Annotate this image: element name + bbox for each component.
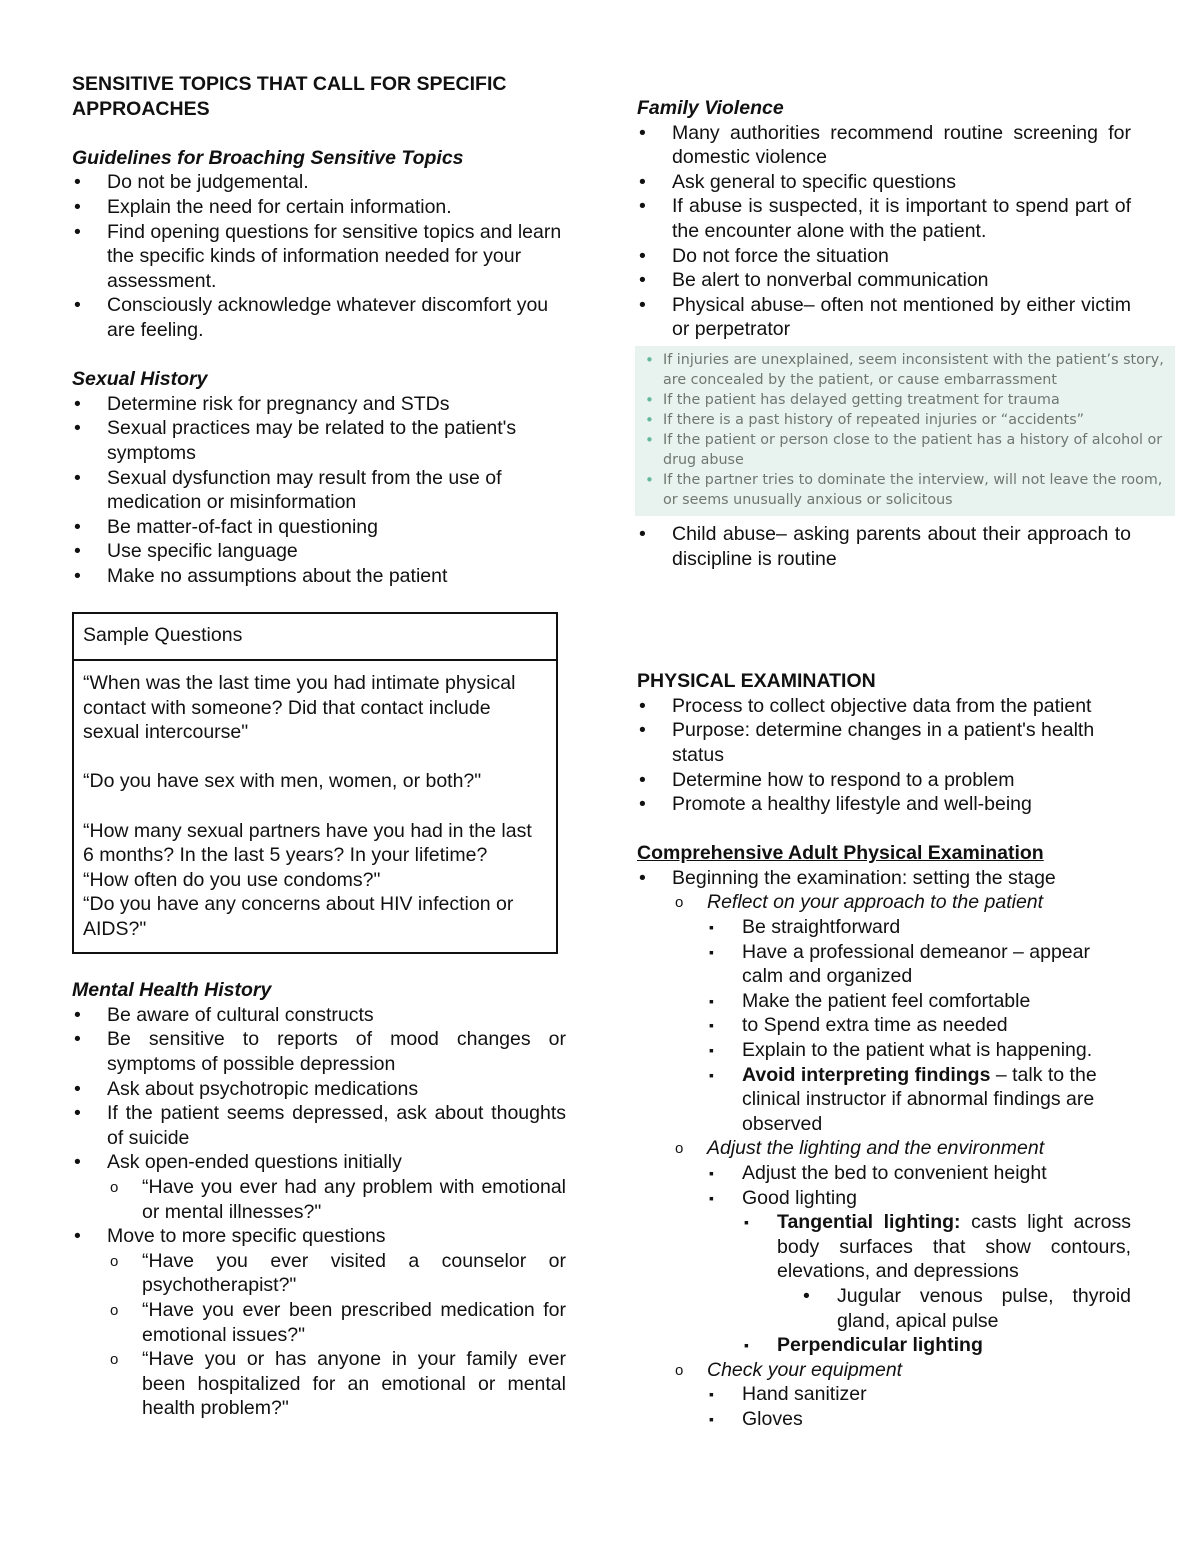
family-violence-list: [637, 121, 1131, 342]
list-item: • Many authorities recommend routine screening for domestic violence: [637, 121, 1131, 170]
list-item: • Be sensitive to reports of mood changes or symptoms of possible depression: [72, 1027, 566, 1076]
physical-examination-heading: PHYSICAL EXAMINATION: [637, 670, 876, 693]
list-item: • Determine how to respond to a problem: [637, 768, 1131, 793]
sample-questions-heading: Sample Questions: [74, 614, 556, 661]
sub-sub-list: [707, 1161, 1131, 1358]
list-item: • Promote a healthy lifestyle and well-being: [637, 792, 1131, 817]
child-abuse-list: [637, 522, 1131, 571]
sample-question: “How often do you use condoms?": [83, 868, 381, 891]
sub-list-item: o “Have you ever visited a counselor or psychotherapist?": [107, 1249, 566, 1298]
right-column: [637, 96, 1164, 1432]
sample-questions-box: [72, 612, 558, 953]
sub-sub-list-item: ▪ Be straightforward: [707, 915, 1131, 940]
guidelines-list: [72, 170, 566, 342]
list-item: • If the patient seems depressed, ask about thoughts of suicide: [72, 1101, 566, 1150]
list-item: • Consciously acknowledge whatever discomfort you are feeling.: [72, 293, 566, 342]
list-item: • Sexual practices may be related to the patient's symptoms: [72, 416, 566, 465]
list-item: • Be aware of cultural constructs: [72, 1003, 566, 1028]
sub-list-item: o “Have you or has anyone in your family ever been hospitalized for an emotional or mental health problem?": [107, 1347, 566, 1421]
callout-item: • If there is a past history of repeated injuries or “accidents”: [635, 410, 1175, 430]
sub-sub-list-item: ▪ Explain to the patient what is happening.: [707, 1038, 1131, 1063]
list-item: • Be matter-of-fact in questioning: [72, 515, 566, 540]
list-item: • If abuse is suspected, it is important to spend part of the encounter alone with the patient.: [637, 194, 1131, 243]
lighting-list: [742, 1210, 1131, 1358]
lighting-item: [742, 1333, 1131, 1358]
list-item: • Find opening questions for sensitive topics and learn the specific kinds of information needed for your assessment.: [72, 220, 566, 294]
list-item: • Ask about psychotropic medications: [72, 1077, 566, 1102]
sub-list-item: [672, 890, 1131, 1136]
list-item-text: Move to more specific questions: [107, 1225, 386, 1248]
family-violence-heading: Family Violence: [637, 97, 784, 119]
lighting-sub-list: [777, 1284, 1131, 1333]
guidelines-heading: Guidelines for Broaching Sensitive Topics: [72, 146, 464, 169]
list-item: • Use specific language: [72, 539, 566, 564]
sub-sub-list-item: [707, 1063, 1131, 1137]
item-text: – talk to the clinical instructor if abnormal findings are observed: [742, 1063, 1097, 1135]
list-item: • Determine risk for pregnancy and STDs: [72, 392, 566, 417]
sub-list-heading: Check your equipment: [707, 1358, 903, 1381]
sub-list-item: [672, 1136, 1131, 1357]
sub-list: [107, 1249, 566, 1421]
sample-question: “Do you have any concerns about HIV infection or AIDS?": [83, 893, 514, 940]
callout-item: • If the patient has delayed getting treatment for trauma: [635, 390, 1175, 410]
sexual-history-list: [72, 392, 566, 589]
mental-health-heading: Mental Health History: [72, 979, 272, 1002]
list-item-text: Ask open-ended questions initially: [107, 1151, 402, 1174]
callout-list: [635, 350, 1175, 510]
sub-list-item: o “Have you ever had any problem with emotional or mental illnesses?": [107, 1175, 566, 1224]
sub-list-heading: Reflect on your approach to the patient: [707, 891, 1044, 914]
sub-list: [107, 1175, 566, 1224]
item-text: casts light across body surfaces that show contours, elevations, and depressions: [777, 1211, 1131, 1283]
callout-item: • If the patient or person close to the patient has a history of alcohol or drug abuse: [635, 430, 1175, 470]
bold-text: Avoid interpreting findings: [742, 1063, 991, 1086]
sub-list-heading: Adjust the lighting and the environment: [707, 1137, 1045, 1160]
left-column: [72, 72, 566, 1421]
comprehensive-exam-heading: Comprehensive Adult Physical Examination: [637, 842, 1044, 865]
list-item: [72, 1224, 566, 1421]
sample-questions-body: [74, 661, 556, 952]
list-item: • Process to collect objective data from the patient: [637, 694, 1131, 719]
sub-list-item: [672, 1358, 1131, 1432]
physical-examination-list: [637, 694, 1131, 817]
list-item: • Make no assumptions about the patient: [72, 564, 566, 589]
sub-list-item: o “Have you ever been prescribed medication for emotional issues?": [107, 1298, 566, 1347]
list-item: • Do not be judgemental.: [72, 170, 566, 195]
list-item: • Physical abuse– often not mentioned by either victim or perpetrator: [637, 293, 1131, 342]
abuse-indicators-callout: [635, 346, 1175, 516]
sample-question: “When was the last time you had intimate physical contact with someone? Did that contact include sexual intercourse": [83, 672, 516, 744]
sub-sub-list-item: ▪ Hand sanitizer: [707, 1382, 1131, 1407]
sub-sub-list-item: ▪ Gloves: [707, 1407, 1131, 1432]
sub-sub-list-item: ▪ to Spend extra time as needed: [707, 1013, 1131, 1038]
mental-health-list: [72, 1003, 566, 1421]
sub-list: [672, 890, 1131, 1431]
sample-question: “Do you have sex with men, women, or both?": [83, 770, 482, 793]
list-item: • Be alert to nonverbal communication: [637, 268, 1131, 293]
list-item: • Explain the need for certain information.: [72, 195, 566, 220]
list-item: [72, 1150, 566, 1224]
sample-question: “How many sexual partners have you had in the last 6 months? In the last 5 years? In your lifetime?: [83, 819, 532, 867]
sub-sub-list-item: ▪ Make the patient feel comfortable: [707, 989, 1131, 1014]
sub-sub-list-item: [707, 1186, 1131, 1358]
sub-sub-list-item: ▪ Have a professional demeanor – appear calm and organized: [707, 940, 1131, 989]
list-item: • Do not force the situation: [637, 244, 1131, 269]
list-item: • Sexual dysfunction may result from the use of medication or misinformation: [72, 466, 566, 515]
sub-sub-list: [707, 1382, 1131, 1431]
item-text: Good lighting: [742, 1186, 857, 1209]
sub-sub-list-item: ▪ Adjust the bed to convenient height: [707, 1161, 1131, 1186]
sexual-history-heading: Sexual History: [72, 368, 208, 391]
callout-item: • If the partner tries to dominate the interview, will not leave the room, or seems unusually anxious or solicitous: [635, 470, 1175, 510]
callout-item: • If injuries are unexplained, seem inconsistent with the patient’s story, are concealed by the patient, or cause embarrassment: [635, 350, 1175, 390]
list-item-text: Beginning the examination: setting the stage: [672, 866, 1056, 889]
bold-text: Perpendicular lighting: [777, 1334, 983, 1357]
lighting-item: [742, 1210, 1131, 1333]
list-item: [637, 866, 1131, 1432]
list-item: • Purpose: determine changes in a patient's health status: [637, 718, 1131, 767]
bold-text: Tangential lighting:: [777, 1211, 961, 1234]
sub-sub-list: [707, 915, 1131, 1136]
document-title: SENSITIVE TOPICS THAT CALL FOR SPECIFIC APPROACHES: [72, 73, 507, 120]
list-item: • Child abuse– asking parents about their approach to discipline is routine: [637, 522, 1131, 571]
list-item: • Ask general to specific questions: [637, 170, 1131, 195]
lighting-sub-item: • Jugular venous pulse, thyroid gland, apical pulse: [777, 1284, 1131, 1333]
comprehensive-exam-list: [637, 866, 1131, 1432]
